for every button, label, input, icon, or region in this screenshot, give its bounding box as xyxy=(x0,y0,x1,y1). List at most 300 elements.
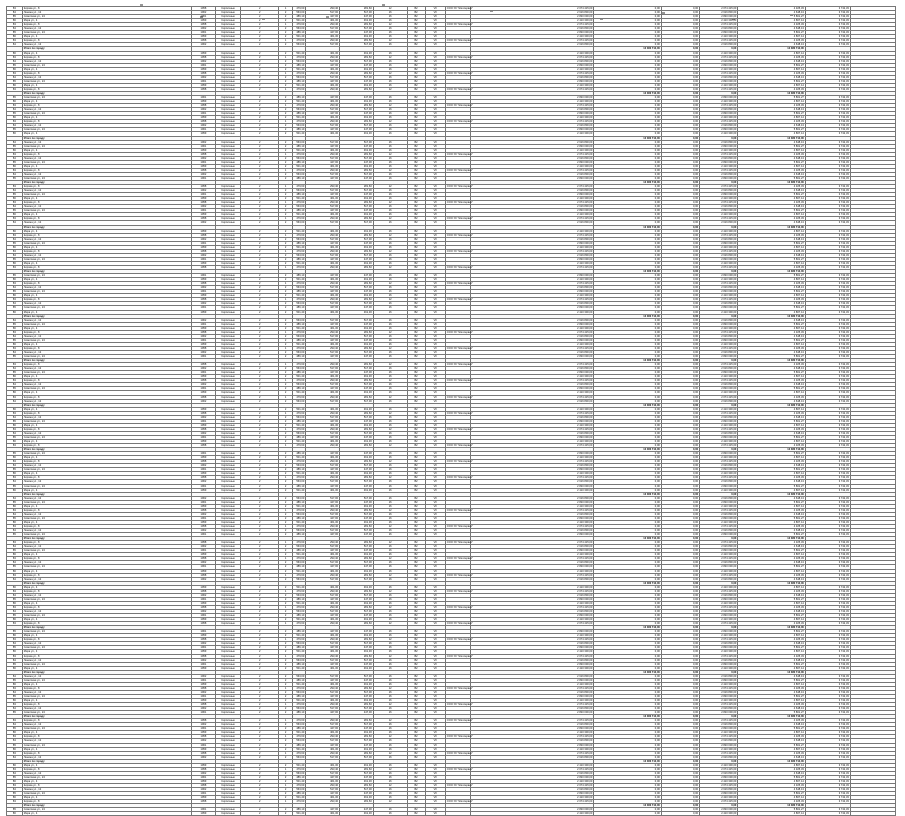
table-cell: 1958 xyxy=(191,589,216,593)
table-cell: 293,40 xyxy=(306,71,340,75)
table-cell: 2 xyxy=(241,379,279,383)
table-cell: Кирпичные xyxy=(216,310,241,314)
table-cell: 0,00 xyxy=(661,367,699,371)
table-cell: 2 xyxy=(279,318,293,322)
table-cell: 461,30 xyxy=(306,83,340,87)
table-cell: 461,30 xyxy=(340,294,374,298)
table-cell: 447,00 xyxy=(306,209,340,213)
table-cell: Кирпичные xyxy=(216,120,241,124)
table-cell: 2 xyxy=(279,419,293,423)
table-cell: 84 xyxy=(7,480,23,484)
table-cell: B2 xyxy=(407,456,425,460)
table-cell: 461,30 xyxy=(306,488,340,492)
table-cell: Ленина ул., 12 xyxy=(22,75,191,79)
table-cell: 3 742,33 xyxy=(805,711,850,715)
table-cell: VII xyxy=(425,330,445,334)
table-cell: Кирпичные xyxy=(216,19,241,23)
table-cell: 0,00 xyxy=(594,104,662,108)
table-cell: 4 807,14 xyxy=(738,310,806,314)
table-cell: 84 xyxy=(7,788,23,792)
table-cell: Советская ул., 24 xyxy=(22,338,191,342)
table-cell: Кирова ул., 8 xyxy=(22,476,191,480)
table-cell: 501,40 xyxy=(292,51,306,55)
table-cell: 0,00 xyxy=(661,261,699,265)
table-cell: Кирова ул., 8 xyxy=(22,346,191,350)
table-cell: 3 742,33 xyxy=(805,15,850,19)
table-cell: 3 742,33 xyxy=(805,322,850,326)
table-cell: 2 410 300,00 xyxy=(700,278,738,282)
table-cell: 2 616 800,00 xyxy=(470,788,594,792)
table-cell: 2 xyxy=(241,711,279,715)
table-cell: 1962 xyxy=(191,205,216,209)
table-cell: 0,00 xyxy=(594,15,662,19)
table-cell: 486,10 xyxy=(292,565,306,569)
table-cell: 2 410 300,00 xyxy=(470,197,594,201)
table-cell: 461,30 xyxy=(340,19,374,23)
table-cell: 1 xyxy=(279,217,293,221)
table-cell: 486,10 xyxy=(292,678,306,682)
table-cell: 2 074 415,00 xyxy=(470,767,594,771)
table-cell: 0,00 xyxy=(661,237,699,241)
table-cell: 5 801,27 xyxy=(738,419,806,423)
table-cell: VII xyxy=(425,55,445,59)
table-cell: 1958 xyxy=(191,23,216,27)
table-cell: VII xyxy=(425,618,445,622)
table-cell: 2 616 800,00 xyxy=(700,27,738,31)
table-cell: 84 xyxy=(7,512,23,516)
table-cell: 4 648,13 xyxy=(738,788,806,792)
table-cell: Кирпичные xyxy=(216,411,241,415)
table-cell: 16 xyxy=(373,375,407,379)
table-cell: 2 820 000,00 xyxy=(470,79,594,83)
table-cell: 4 648,13 xyxy=(738,59,806,63)
table-cell: 501,40 xyxy=(292,585,306,589)
table-cell: VII xyxy=(425,703,445,707)
table-cell: 1 xyxy=(279,525,293,529)
table-cell: 12 xyxy=(373,508,407,512)
table-cell: 3 742,33 xyxy=(805,31,850,35)
table-cell: 0,00 xyxy=(594,662,662,666)
table-cell: B2 xyxy=(407,156,425,160)
table-cell: Мира ул., 4 xyxy=(22,375,191,379)
table-cell: ООО УК "Жилсервис" xyxy=(446,589,473,593)
table-cell: 461,30 xyxy=(340,261,374,265)
table-cell: 0,00 xyxy=(594,472,662,476)
table-cell: 2 820 000,00 xyxy=(700,290,738,294)
table-cell: 3 742,33 xyxy=(805,557,850,561)
table-cell: 0,00 xyxy=(594,282,662,286)
table-cell: 5 801,27 xyxy=(738,516,806,520)
table-cell: 2 074 415,00 xyxy=(700,703,738,707)
table-cell: 84 xyxy=(7,415,23,419)
table-cell: 2 616 800,00 xyxy=(700,609,738,613)
table-cell: 3 742,33 xyxy=(805,731,850,735)
table-cell: 2 616 800,00 xyxy=(470,302,594,306)
table-cell: 2 xyxy=(241,808,279,812)
table-cell: 517,00 xyxy=(306,318,340,322)
table-cell: 5 801,27 xyxy=(738,662,806,666)
table-cell: 2 410 300,00 xyxy=(470,213,594,217)
table-cell: 12 xyxy=(373,395,407,399)
table-cell: 461,30 xyxy=(306,326,340,330)
table-cell: 2 xyxy=(279,545,293,549)
table-cell: Кирпичные xyxy=(216,23,241,27)
table-cell: 2 xyxy=(241,249,279,253)
table-cell: 3 742,33 xyxy=(805,233,850,237)
table-cell: 447,00 xyxy=(306,614,340,618)
table-cell: 517,00 xyxy=(340,156,374,160)
table-cell: 0,00 xyxy=(594,731,662,735)
table-cell: 0,00 xyxy=(661,480,699,484)
table-cell: Советская ул., 24 xyxy=(22,435,191,439)
table-cell: 2 410 300,00 xyxy=(470,100,594,104)
table-cell: 16 xyxy=(373,294,407,298)
table-cell: 1 xyxy=(279,735,293,739)
table-cell: 0,00 xyxy=(661,290,699,294)
table-cell: 479,60 xyxy=(292,266,306,270)
table-cell: 1961 xyxy=(191,274,216,278)
table-cell: 517,00 xyxy=(306,140,340,144)
table-cell: 2 xyxy=(241,533,279,537)
table-cell: 479,60 xyxy=(292,460,306,464)
table-cell: Мира ул., 4 xyxy=(22,585,191,589)
table-cell: 4 648,13 xyxy=(738,415,806,419)
table-cell: Кирпичные xyxy=(216,63,241,67)
table-cell: Мира ул., 4 xyxy=(22,553,191,557)
table-cell: 479,60 xyxy=(292,185,306,189)
table-cell: VII xyxy=(425,257,445,261)
table-cell: 4 648,13 xyxy=(738,496,806,500)
table-cell: 16 xyxy=(373,435,407,439)
table-cell: 479,60 xyxy=(292,508,306,512)
table-cell: Мира ул., 4 xyxy=(22,682,191,686)
table-cell: 2 xyxy=(279,43,293,47)
table-cell: VII xyxy=(425,605,445,609)
table-cell: 2 616 800,00 xyxy=(700,399,738,403)
table-cell: 486,10 xyxy=(292,96,306,100)
table-cell: 12 xyxy=(373,605,407,609)
table-cell: Кирова ул., 8 xyxy=(22,751,191,755)
table-cell: 2 xyxy=(279,520,293,524)
table-cell: 461,30 xyxy=(340,164,374,168)
table-cell: 3 742,33 xyxy=(805,79,850,83)
table-cell: Ленина ул., 12 xyxy=(22,431,191,435)
table-cell: 16 xyxy=(373,585,407,589)
table-cell: 461,30 xyxy=(306,278,340,282)
table-cell: 2 xyxy=(241,739,279,743)
table-cell: Кирпичные xyxy=(216,755,241,759)
table-cell: 2 074 415,00 xyxy=(470,120,594,124)
table-cell: 4 648,13 xyxy=(738,383,806,387)
table-cell: 16 xyxy=(373,367,407,371)
table-cell: 1961 xyxy=(191,468,216,472)
table-cell: 1958 xyxy=(191,703,216,707)
table-cell: 2 410 300,00 xyxy=(700,35,738,39)
table-cell: 0,00 xyxy=(594,185,662,189)
table-cell: 2 616 800,00 xyxy=(470,383,594,387)
table-cell: 1 xyxy=(279,363,293,367)
table-cell: 2 xyxy=(241,480,279,484)
table-cell: VII xyxy=(425,800,445,804)
table-cell: Кирпичные xyxy=(216,391,241,395)
table-cell: Кирпичные xyxy=(216,634,241,638)
table-cell: Кирова ул., 8 xyxy=(22,719,191,723)
table-cell: Кирова ул., 8 xyxy=(22,7,191,11)
table-cell: 479,60 xyxy=(292,87,306,91)
table-cell: 1962 xyxy=(191,189,216,193)
table-cell: 2 xyxy=(279,464,293,468)
table-cell: 0,00 xyxy=(594,452,662,456)
table-cell: 501,40 xyxy=(292,650,306,654)
table-cell: 83 xyxy=(7,39,23,43)
table-cell: 5 801,27 xyxy=(738,500,806,504)
table-cell: Кирпичные xyxy=(216,431,241,435)
table-cell: Кирова ул., 8 xyxy=(22,55,191,59)
table-cell: 86 xyxy=(7,456,23,460)
table-cell: 2 xyxy=(279,294,293,298)
table-cell: 0,00 xyxy=(594,703,662,707)
table-cell: B2 xyxy=(407,350,425,354)
table-cell: 4 325,33 xyxy=(738,767,806,771)
table-cell: Ленина ул., 12 xyxy=(22,43,191,47)
table-cell: 1959 xyxy=(191,51,216,55)
table-cell: 2 xyxy=(279,371,293,375)
table-cell: B2 xyxy=(407,67,425,71)
table-cell: 85 xyxy=(7,128,23,132)
table-cell: 1958 xyxy=(191,541,216,545)
table-cell: 1962 xyxy=(191,609,216,613)
table-cell: 0,00 xyxy=(594,784,662,788)
table-cell: 517,00 xyxy=(306,496,340,500)
table-cell: 1958 xyxy=(191,266,216,270)
table-cell: 86 xyxy=(7,440,23,444)
table-cell: 293,40 xyxy=(306,557,340,561)
table-cell: 2 410 300,00 xyxy=(470,618,594,622)
table-cell: B2 xyxy=(407,112,425,116)
table-cell: 486,10 xyxy=(292,128,306,132)
table-cell: VII xyxy=(425,176,445,180)
table-cell: 5 801,27 xyxy=(738,63,806,67)
table-cell: 83 xyxy=(7,55,23,59)
table-cell: 0,00 xyxy=(661,694,699,698)
table-cell: 281,60 xyxy=(340,719,374,723)
table-cell: 0,00 xyxy=(661,355,699,359)
table-cell: 3 742,33 xyxy=(805,387,850,391)
table-cell: 0,00 xyxy=(661,444,699,448)
table-cell: 16 xyxy=(373,440,407,444)
table-cell: 1962 xyxy=(191,237,216,241)
table-cell: 447,00 xyxy=(306,160,340,164)
table-cell: 2 xyxy=(241,796,279,800)
table-cell: 479,60 xyxy=(292,427,306,431)
table-cell: 1961 xyxy=(191,743,216,747)
table-cell: 517,00 xyxy=(340,399,374,403)
table-cell: 86 xyxy=(7,666,23,670)
table-cell: Ленина ул., 12 xyxy=(22,221,191,225)
table-cell: B2 xyxy=(407,565,425,569)
table-cell: VII xyxy=(425,727,445,731)
table-cell: 461,30 xyxy=(340,440,374,444)
table-cell: 84 xyxy=(7,658,23,662)
table-cell: 517,00 xyxy=(340,788,374,792)
table-cell: 0,00 xyxy=(594,565,662,569)
table-cell: 16 xyxy=(373,108,407,112)
table-cell: 83 xyxy=(7,185,23,189)
table-cell: 4 325,33 xyxy=(738,719,806,723)
table-cell: 293,40 xyxy=(306,185,340,189)
table-cell: B2 xyxy=(407,545,425,549)
table-cell: VII xyxy=(425,253,445,257)
table-cell: ООО УК "Жилсервис" xyxy=(446,557,473,561)
table-cell: 86 xyxy=(7,569,23,573)
table-cell: VII xyxy=(425,261,445,265)
table-cell: 0,00 xyxy=(661,642,699,646)
table-cell: 2 616 800,00 xyxy=(700,367,738,371)
table-cell: 0,00 xyxy=(594,257,662,261)
table-cell: 2 xyxy=(279,711,293,715)
table-cell: 2 xyxy=(241,144,279,148)
table-cell: 0,00 xyxy=(661,83,699,87)
table-cell: 1959 xyxy=(191,796,216,800)
table-cell: 0,00 xyxy=(661,221,699,225)
table-cell: 16 xyxy=(373,383,407,387)
table-cell: 2 xyxy=(241,387,279,391)
table-cell: B2 xyxy=(407,686,425,690)
table-cell: 4 325,33 xyxy=(738,201,806,205)
table-cell: 85 xyxy=(7,775,23,779)
table-cell: Кирпичные xyxy=(216,508,241,512)
table-cell: 2 820 000,00 xyxy=(470,775,594,779)
table-cell: 86 xyxy=(7,488,23,492)
table-cell: 85 xyxy=(7,79,23,83)
table-cell: 12 380 712,00 xyxy=(738,715,806,719)
table-cell: 2 820 000,00 xyxy=(470,31,594,35)
table-cell: 2 616 800,00 xyxy=(700,237,738,241)
table-cell: 563,00 xyxy=(292,11,306,15)
table-cell: 16 xyxy=(373,788,407,792)
table-cell: 2 xyxy=(279,415,293,419)
table-cell: 16 xyxy=(373,771,407,775)
table-cell: 2 820 000,00 xyxy=(700,565,738,569)
table-cell: Кирпичные xyxy=(216,674,241,678)
table-cell: VII xyxy=(425,464,445,468)
table-cell: 12 xyxy=(373,638,407,642)
table-cell: 2 xyxy=(241,516,279,520)
table-cell: 2 410 300,00 xyxy=(470,504,594,508)
table-cell: 2 xyxy=(241,266,279,270)
table-cell: 12 xyxy=(373,751,407,755)
table-cell: 479,60 xyxy=(292,379,306,383)
table-cell: 0,00 xyxy=(594,743,662,747)
table-cell: 517,00 xyxy=(340,59,374,63)
table-cell: 486,10 xyxy=(292,79,306,83)
table-cell: 461,30 xyxy=(340,569,374,573)
table-cell: 1961 xyxy=(191,597,216,601)
table-cell: Советская ул., 24 xyxy=(22,15,191,19)
table-cell: 0,00 xyxy=(594,326,662,330)
table-cell: 2 xyxy=(241,561,279,565)
table-cell: 2 xyxy=(279,387,293,391)
table-cell: 2 820 000,00 xyxy=(700,15,738,19)
table-cell: B2 xyxy=(407,201,425,205)
table-cell: 1 xyxy=(279,330,293,334)
table-cell: B2 xyxy=(407,83,425,87)
table-cell: VII xyxy=(425,480,445,484)
table-cell: 563,00 xyxy=(292,723,306,727)
table-cell: ООО УК "Жилсервис" xyxy=(446,719,473,723)
table-cell: 1962 xyxy=(191,593,216,597)
table-cell: 2 xyxy=(279,144,293,148)
table-cell: 1 xyxy=(279,784,293,788)
table-cell: VII xyxy=(425,172,445,176)
table-cell: Кирпичные xyxy=(216,407,241,411)
table-cell: 0,00 xyxy=(594,160,662,164)
table-cell: 0,00 xyxy=(661,217,699,221)
table-cell: 16 xyxy=(373,545,407,549)
table-cell: 0,00 xyxy=(661,160,699,164)
table-cell: 479,60 xyxy=(292,104,306,108)
table-cell: 2 xyxy=(241,201,279,205)
table-cell: 2 616 800,00 xyxy=(700,75,738,79)
table-cell: 1959 xyxy=(191,229,216,233)
table-cell: 2 xyxy=(279,229,293,233)
table-cell: 2 xyxy=(279,504,293,508)
table-cell: 2 410 300,00 xyxy=(700,699,738,703)
table-cell: 84 xyxy=(7,302,23,306)
table-cell: 517,00 xyxy=(306,124,340,128)
table-cell: B2 xyxy=(407,682,425,686)
table-cell: 517,00 xyxy=(340,739,374,743)
table-cell: 2 616 800,00 xyxy=(470,755,594,759)
table-cell: 4 648,13 xyxy=(738,108,806,112)
table-cell: Мира ул., 4 xyxy=(22,83,191,87)
table-cell: 16 xyxy=(373,711,407,715)
table-cell: VII xyxy=(425,355,445,359)
table-cell: B2 xyxy=(407,480,425,484)
table-cell: B2 xyxy=(407,298,425,302)
table-cell: 0,00 xyxy=(661,771,699,775)
table-cell: 1962 xyxy=(191,59,216,63)
table-cell: 479,60 xyxy=(292,735,306,739)
table-cell: 0,00 xyxy=(661,140,699,144)
table-cell: 12 xyxy=(373,39,407,43)
table-cell: 2 616 800,00 xyxy=(700,221,738,225)
table-cell: 12 380 712,00 xyxy=(738,403,806,407)
table-cell: 563,00 xyxy=(292,318,306,322)
table-cell: Кирпичные xyxy=(216,75,241,79)
table-cell: 461,30 xyxy=(340,585,374,589)
table-cell: 4 807,14 xyxy=(738,423,806,427)
table-cell: 0,00 xyxy=(661,266,699,270)
table-cell: 563,00 xyxy=(292,253,306,257)
table-cell: Кирпичные xyxy=(216,638,241,642)
table-cell: 3 742,33 xyxy=(805,630,850,634)
table-cell: Мира ул., 4 xyxy=(22,35,191,39)
table-cell: 16 xyxy=(373,399,407,403)
table-cell: 0,00 xyxy=(594,678,662,682)
table-cell: Кирпичные xyxy=(216,79,241,83)
table-cell: 0,00 xyxy=(661,278,699,282)
table-cell: 16 xyxy=(373,561,407,565)
table-cell: 0,00 xyxy=(594,751,662,755)
table-cell: VII xyxy=(425,363,445,367)
table-cell: 84 xyxy=(7,253,23,257)
table-cell: B2 xyxy=(407,553,425,557)
table-cell: 0,00 xyxy=(594,512,662,516)
table-cell: 85 xyxy=(7,419,23,423)
table-cell: 1959 xyxy=(191,67,216,71)
table-cell: 461,30 xyxy=(306,731,340,735)
